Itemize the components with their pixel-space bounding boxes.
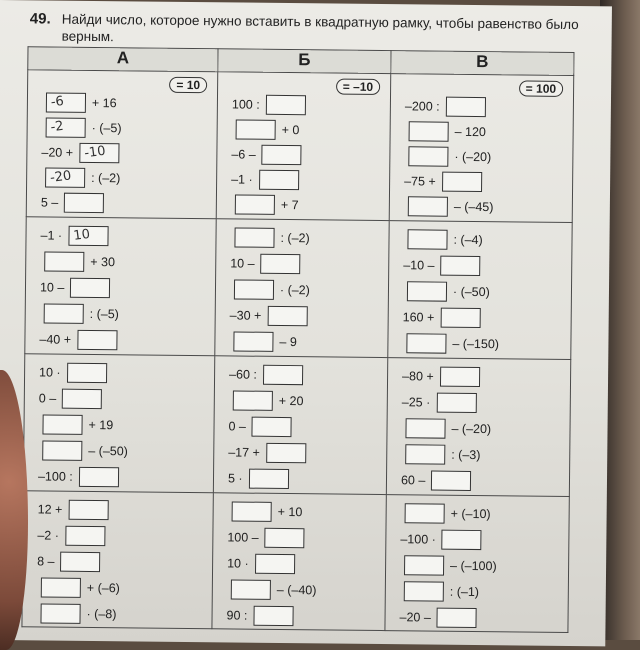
expression-right: : (–2) [91,170,121,186]
column-header-c: В [391,51,574,76]
expression-right: – (–20) [451,421,492,437]
expression-row [42,414,113,435]
expression-left: 160 + [402,310,435,325]
expression-left: –2 · [37,528,60,543]
cell [215,219,389,358]
expression-left: –200 : [404,99,440,114]
answer-box[interactable] [64,193,104,213]
expression-row [227,527,310,548]
expression-right: · (–5) [91,120,122,136]
answer-box[interactable] [262,145,302,165]
answer-box[interactable] [70,278,110,298]
expression-right: + 10 [277,504,303,520]
expression-left: –25 · [401,395,431,410]
expression-row [404,171,488,192]
column-header-a: А [28,47,218,72]
expression-row [403,255,486,276]
answer-box[interactable] [79,143,119,163]
expression-row [39,362,113,383]
expression-row [228,442,312,463]
expression-row [233,390,304,411]
answer-box[interactable] [46,92,86,112]
cell [25,217,216,356]
expression-row [405,444,480,465]
column-header-b: Б [218,49,391,74]
answer-box[interactable] [405,503,445,523]
expression-row [41,192,111,213]
expression-row [41,142,125,163]
cell [213,356,387,495]
expression-row [230,253,307,274]
expression-right: : (–3) [451,447,481,463]
answer-box[interactable] [232,501,272,521]
expression-right: · (–20) [454,149,492,165]
expression-row [408,196,494,217]
expression-row [234,227,309,248]
answer-box[interactable] [235,194,275,214]
cell [388,221,572,360]
expression-left: 5 – [40,195,59,210]
expression-right: – 9 [279,334,297,350]
expression-right: + 7 [280,197,299,213]
expression-right: : (–1) [449,584,480,600]
expression-row [41,577,120,598]
answer-box[interactable] [266,443,306,463]
expression-left: –17 + [228,445,260,460]
expression-right: – 120 [454,124,486,140]
expression-left: 8 – [37,554,55,569]
expression-left: 10 · [227,556,249,571]
answer-box[interactable] [405,418,445,438]
table-row [25,217,572,360]
expression-row [227,553,301,574]
cell [389,74,574,223]
answer-box[interactable] [437,608,477,628]
handwritten-answer: 10 [72,226,91,244]
cell [23,354,214,493]
expression-left: –100 · [400,532,436,547]
expression-row [409,121,486,142]
answer-box[interactable] [234,279,274,299]
answer-box[interactable] [79,467,119,487]
answer-box[interactable] [77,330,117,350]
expression-right: + 0 [281,122,300,138]
answer-box[interactable] [234,227,274,247]
expression-left: –80 + [402,369,434,384]
expression-row [232,501,303,522]
expression-left: 10 · [39,365,61,380]
expression-right: · (–8) [86,606,117,622]
expression-row [231,169,305,190]
target-badge: = 100 [519,80,564,96]
expression-left: –30 + [229,308,262,323]
cell [386,358,570,497]
answer-box[interactable] [408,146,448,166]
answer-box[interactable] [41,577,81,597]
answer-box[interactable] [440,256,480,276]
expression-left: –100 : [37,469,73,484]
handwritten-answer: -2 [49,118,65,136]
answer-box[interactable] [60,552,100,572]
answer-box[interactable] [408,196,448,216]
answer-box[interactable] [407,229,447,249]
answer-box[interactable] [46,117,86,137]
exercise-task: Найди число, которое нужно вставить в квадратную рамку, чтобы равенство было верным. [61,11,579,45]
target-badge: = 10 [169,77,207,93]
expression-right: · (–2) [279,282,310,298]
expression-row [408,146,491,167]
answer-box[interactable] [252,417,292,437]
answer-box[interactable] [253,606,293,626]
answer-box[interactable] [440,308,480,328]
answer-box[interactable] [404,555,444,575]
answer-box[interactable] [68,500,108,520]
answer-box[interactable] [405,444,445,464]
answer-box[interactable] [62,389,102,409]
expression-row [40,277,117,298]
expression-right: – (–50) [88,443,128,459]
answer-box[interactable] [407,281,447,301]
answer-box[interactable] [440,367,480,387]
expression-row [40,603,116,624]
expression-left: 0 – [228,419,247,434]
expression-row [44,303,119,324]
expression-left: 100 – [227,530,259,545]
expression-row [228,416,298,437]
expression-right: : (–4) [453,232,483,248]
cell [216,72,391,221]
expression-left: 0 – [38,391,57,406]
answer-box[interactable] [65,526,105,546]
expression-row [40,225,114,246]
expression-right: + (–6) [86,580,120,596]
expression-left: 60 – [400,473,426,488]
answer-box[interactable] [233,390,273,410]
expression-row [231,579,317,600]
expression-left: –1 · [231,172,253,187]
expression-row [400,529,488,550]
expression-row [230,305,314,326]
table-row [26,70,574,223]
exercise-table [21,46,574,633]
expression-left: 12 + [37,502,63,517]
answer-box[interactable] [436,393,476,413]
expression-right: · (–50) [452,284,490,300]
expression-right: – (–150) [452,336,500,352]
answer-box[interactable] [42,414,82,434]
handwritten-answer: -20 [49,168,73,186]
answer-box[interactable] [233,331,273,351]
expression-right: + 19 [88,417,114,433]
expression-row [405,503,491,524]
expression-row [234,279,310,300]
expression-left: –1 · [40,228,63,243]
expression-row [404,555,497,576]
expression-left: –40 + [39,332,72,347]
answer-box[interactable] [40,603,80,623]
expression-left: –75 + [404,174,436,189]
expression-row [46,92,117,113]
expression-right: + 30 [90,254,116,270]
expression-left: 10 – [39,280,65,295]
expression-left: 100 : [231,97,260,112]
expression-left: –20 – [399,610,431,625]
expression-row [235,194,299,215]
expression-left: –6 – [231,147,256,162]
handwritten-answer: -6 [49,93,65,111]
expression-right: + 16 [91,95,117,111]
expression-row [38,466,125,487]
expression-right: + (–10) [450,506,491,522]
expression-row [407,229,482,250]
expression-row [44,251,115,272]
expression-row [404,581,479,602]
expression-row [236,119,300,140]
expression-row [37,525,111,546]
expression-row [231,144,308,165]
answer-box[interactable] [442,530,482,550]
expression-row [405,96,492,117]
expression-row [46,117,122,138]
expression-left: 5 · [227,471,243,486]
expression-row [405,418,491,439]
expression-row [399,607,482,628]
answer-box[interactable] [267,306,307,326]
table-row [23,354,570,497]
answer-box[interactable] [259,170,299,190]
answer-box[interactable] [248,469,288,489]
table-row [22,491,569,633]
expression-row [402,366,486,387]
expression-left: –10 – [403,258,435,273]
answer-box[interactable] [68,226,108,246]
expression-right: – (–40) [276,582,317,598]
cell [22,491,213,629]
expression-row [401,470,478,491]
answer-box[interactable] [446,97,486,117]
expression-row [228,468,295,489]
expression-row [39,329,123,350]
expression-left: –60 : [229,367,257,382]
answer-box[interactable] [266,95,306,115]
cell [385,495,569,633]
expression-right: + 20 [278,393,304,409]
expression-row [37,551,107,572]
answer-box[interactable] [265,528,305,548]
expression-row [407,281,490,302]
expression-left: 90 : [226,608,248,623]
answer-box[interactable] [44,303,84,323]
expression-row [229,364,309,385]
expression-row [39,388,109,409]
answer-box[interactable] [44,251,84,271]
expression-right: – (–45) [453,199,494,215]
answer-box[interactable] [263,365,303,385]
target-badge: = –10 [336,79,381,95]
cell [26,70,218,219]
expression-row [226,605,299,626]
handwritten-answer: -10 [83,143,107,162]
expression-row [42,440,128,461]
expression-row [406,333,499,354]
expression-right: : (–5) [89,306,119,322]
cell [212,493,386,631]
answer-box[interactable] [255,554,295,574]
answer-box[interactable] [67,363,107,383]
expression-row [232,94,312,115]
expression-left: 10 – [230,256,255,271]
expression-row [403,307,487,328]
answer-box[interactable] [409,121,449,141]
expression-right: – (–100) [450,558,497,574]
answer-box[interactable] [431,471,471,491]
answer-box[interactable] [231,579,271,599]
answer-box[interactable] [404,581,444,601]
expression-right: : (–2) [280,230,310,246]
expression-row [402,392,483,413]
exercise-number: 49. [29,10,51,28]
answer-box[interactable] [42,440,82,460]
answer-box[interactable] [260,254,300,274]
answer-box[interactable] [406,333,446,353]
expression-row [45,167,120,188]
answer-box[interactable] [45,167,85,187]
expression-row [38,499,115,520]
expression-row [233,331,297,352]
answer-box[interactable] [442,172,482,192]
answer-box[interactable] [236,119,276,139]
expression-left: –20 + [41,145,74,160]
